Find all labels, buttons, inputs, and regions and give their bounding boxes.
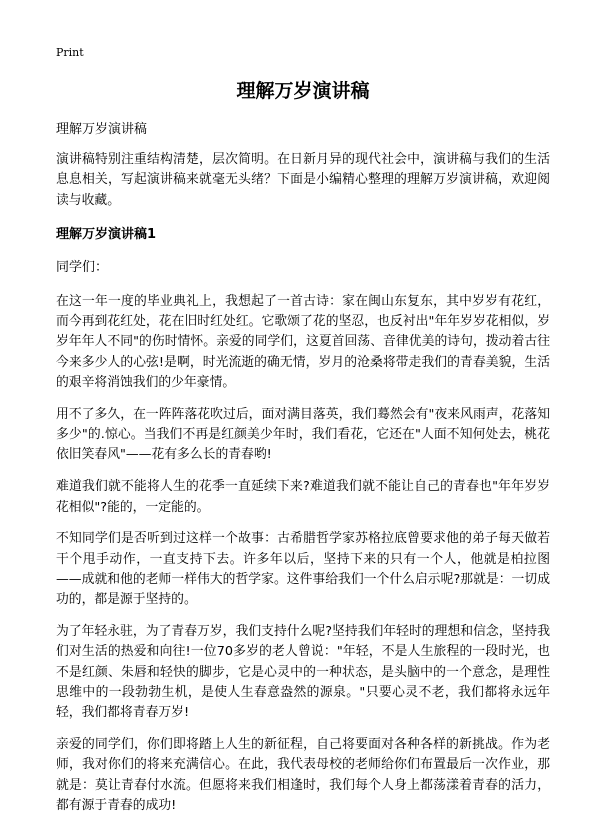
page-title: 理解万岁演讲稿 — [236, 80, 370, 102]
document-subtitle: 理解万岁演讲稿 — [56, 122, 148, 137]
body-paragraph: 在这一年一度的毕业典礼上，我想起了一首古诗：家在闽山东复东，其中岁岁有花红，而今再到花红处，花在旧时红处红。它歌颂了花的坚忍，也反衬出"年年岁岁花相似，岁岁年年人不同"的伤时情怀。亲爱的同学们，这夏首回荡、音律优美的诗句，拨动着古往今来多少人的心弦!是啊，时光流逝的确无情，岁月的沧桑将带走我们的青春美貌，生活的艰辛将消蚀我们的少年豪情。 — [56, 293, 550, 391]
print-link[interactable]: Print — [56, 46, 84, 59]
intro-paragraph: 演讲稿特别注重结构清楚，层次简明。在日新月异的现代社会中，演讲稿与我们的生活息息相关，写起演讲稿来就毫无头绪？下面是小编精心整理的理解万岁演讲稿，欢迎阅读与收藏。 — [56, 152, 550, 208]
document-body — [56, 72, 550, 828]
body-paragraph: 难道我们就不能将人生的花季一直延续下来?难道我们就不能让自己的青春也"年年岁岁花相似"?能的，一定能的。 — [56, 479, 550, 515]
body-paragraph: 为了年轻永驻，为了青春万岁，我们支持什么呢?坚持我们年轻时的理想和信念，坚持我们对生活的热爱和向往!一位70多岁的老人曾说："年轻，不是人生旅程的一段时光，也不是红颜、朱唇和轻快的脚步，它是心灵中的一种状态，是头脑中的一个意念，是理性思维中的一段勃勃生机，是使人生春意盎然的源泉。"只要心灵不老，我们都将永远年轻，我们都将青春万岁! — [56, 624, 550, 721]
greeting: 同学们： — [56, 259, 109, 275]
section-heading: 理解万岁演讲稿1 — [56, 226, 157, 242]
body-paragraph: 用不了多久，在一阵阵落花吹过后，面对满目落英，我们蓦然会有"夜来风雨声，花落知多少"的.惊心。当我们不再是红颜美少年时，我们看花，它还在"人面不知何处去，桃花依旧笑春风"——花有多么长的青春哟! — [56, 406, 550, 463]
body-paragraph: 不知同学们是否听到过这样一个故事：古希腊哲学家苏格拉底曾要求他的弟子每天做若干个甩手动作，一直支持下去。许多年以后，坚持下来的只有一个人，他就是柏拉图——成就和他的老师一样伟大的哲学家。这件事给我们一个什么启示呢?那就是：一切成功的，都是源于坚持的。 — [56, 531, 550, 608]
body-paragraph: 亲爱的同学们，你们即将踏上人生的新征程，自己将要面对各种各样的新挑战。作为老师，我对你们的将来充满信心。在此，我代表母校的老师给你们布置最后一次作业，那就是：莫让青春付水流。但愿将来我们相逢时，我们每个人身上都荡漾着青春的活力，都有源于青春的成功! — [56, 737, 550, 813]
